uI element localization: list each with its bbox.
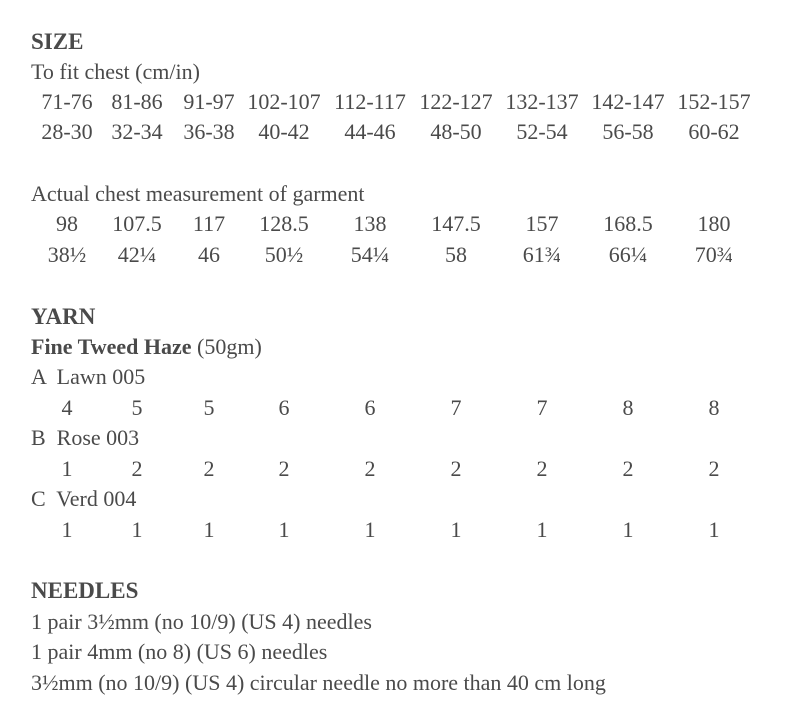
yarn-quantity-cell: 2 bbox=[131, 456, 143, 481]
needle-item: 1 pair 3½mm (no 10/9) (US 4) needles bbox=[31, 609, 372, 634]
actual-in-cell: 42¼ bbox=[117, 242, 157, 267]
size-in-cell: 60-62 bbox=[688, 119, 740, 144]
size-in-cell: 48-50 bbox=[430, 119, 482, 144]
needle-item: 3½mm (no 10/9) (US 4) circular needle no more than 40 cm long bbox=[31, 670, 606, 695]
yarn-quantity-cell: 2 bbox=[278, 456, 290, 481]
actual-cm-cell: 168.5 bbox=[603, 211, 653, 236]
yarn-colour-c-label: C Verd 004 bbox=[31, 486, 137, 511]
yarn-quantity-cell: 8 bbox=[708, 395, 720, 420]
size-cm-cell: 91-97 bbox=[183, 89, 235, 114]
yarn-colour-c-row bbox=[0, 515, 785, 545]
yarn-quantity-cell: 4 bbox=[61, 395, 73, 420]
actual-cm-cell: 147.5 bbox=[431, 211, 481, 236]
actual-in-cell: 66¼ bbox=[608, 242, 648, 267]
yarn-quantity-cell: 1 bbox=[131, 517, 143, 542]
size-cm-cell: 122-127 bbox=[419, 89, 493, 114]
actual-in-cell: 38½ bbox=[47, 242, 87, 267]
size-in-cell: 56-58 bbox=[602, 119, 654, 144]
actual-in-cell: 70¾ bbox=[694, 242, 734, 267]
size-in-cell: 40-42 bbox=[258, 119, 310, 144]
yarn-quantity-cell: 2 bbox=[536, 456, 548, 481]
size-cm-cell: 132-137 bbox=[505, 89, 579, 114]
size-cm-row bbox=[0, 87, 785, 117]
yarn-quantity-cell: 2 bbox=[364, 456, 376, 481]
yarn-quantity-cell: 1 bbox=[536, 517, 548, 542]
yarn-quantity-cell: 1 bbox=[450, 517, 462, 542]
yarn-quantity-cell: 1 bbox=[203, 517, 215, 542]
needle-item: 1 pair 4mm (no 8) (US 6) needles bbox=[31, 639, 328, 664]
needles-heading: NEEDLES bbox=[31, 578, 139, 603]
yarn-quantity-cell: 1 bbox=[278, 517, 290, 542]
actual-in-row bbox=[0, 240, 785, 270]
actual-cm-cell: 107.5 bbox=[112, 211, 162, 236]
yarn-colour-b-row bbox=[0, 454, 785, 484]
yarn-colour-a-row bbox=[0, 393, 785, 423]
actual-cm-cell: 98 bbox=[56, 211, 78, 236]
yarn-quantity-cell: 6 bbox=[278, 395, 290, 420]
yarn-quantity-cell: 7 bbox=[536, 395, 548, 420]
actual-cm-row bbox=[0, 209, 785, 239]
yarn-quantity-cell: 5 bbox=[131, 395, 143, 420]
yarn-name-line bbox=[31, 332, 262, 362]
size-in-cell: 32-34 bbox=[111, 119, 163, 144]
size-cm-cell: 142-147 bbox=[591, 89, 665, 114]
yarn-quantity-cell: 2 bbox=[622, 456, 634, 481]
yarn-quantity-cell: 1 bbox=[708, 517, 720, 542]
size-in-cell: 52-54 bbox=[516, 119, 568, 144]
size-cm-cell: 152-157 bbox=[677, 89, 751, 114]
yarn-quantity-cell: 7 bbox=[450, 395, 462, 420]
size-in-cell: 28-30 bbox=[41, 119, 93, 144]
actual-cm-cell: 138 bbox=[353, 211, 387, 236]
yarn-quantity-cell: 5 bbox=[203, 395, 215, 420]
yarn-quantity-cell: 1 bbox=[61, 456, 73, 481]
yarn-quantity-cell: 1 bbox=[622, 517, 634, 542]
actual-in-cell: 61¾ bbox=[522, 242, 562, 267]
size-cm-cell: 112-117 bbox=[334, 89, 406, 114]
size-heading: SIZE bbox=[31, 29, 84, 54]
yarn-colour-b-label: B Rose 003 bbox=[31, 425, 140, 450]
actual-in-cell: 50½ bbox=[264, 242, 304, 267]
actual-cm-cell: 117 bbox=[192, 211, 226, 236]
actual-in-cell: 58 bbox=[445, 242, 467, 267]
yarn-quantity-cell: 2 bbox=[203, 456, 215, 481]
actual-cm-cell: 180 bbox=[697, 211, 731, 236]
actual-chest-label: Actual chest measurement of garment bbox=[31, 181, 365, 206]
yarn-heading: YARN bbox=[31, 304, 96, 329]
size-in-cell: 36-38 bbox=[183, 119, 235, 144]
actual-cm-cell: 157 bbox=[525, 211, 559, 236]
yarn-quantity-cell: 6 bbox=[364, 395, 376, 420]
yarn-quantity-cell: 1 bbox=[364, 517, 376, 542]
yarn-quantity-cell: 2 bbox=[708, 456, 720, 481]
yarn-quantity-cell: 1 bbox=[61, 517, 73, 542]
actual-in-cell: 46 bbox=[198, 242, 220, 267]
to-fit-chest-label: To fit chest (cm/in) bbox=[31, 59, 200, 84]
yarn-quantity-cell: 2 bbox=[450, 456, 462, 481]
size-cm-cell: 81-86 bbox=[111, 89, 163, 114]
size-cm-cell: 71-76 bbox=[41, 89, 93, 114]
size-in-cell: 44-46 bbox=[344, 119, 396, 144]
actual-cm-cell: 128.5 bbox=[259, 211, 309, 236]
yarn-weight: (50gm) bbox=[197, 334, 262, 359]
yarn-name: Fine Tweed Haze bbox=[31, 334, 192, 359]
size-in-row bbox=[0, 117, 785, 147]
actual-in-cell: 54¼ bbox=[350, 242, 390, 267]
yarn-quantity-cell: 8 bbox=[622, 395, 634, 420]
yarn-colour-a-label: A Lawn 005 bbox=[31, 364, 146, 389]
size-cm-cell: 102-107 bbox=[247, 89, 321, 114]
